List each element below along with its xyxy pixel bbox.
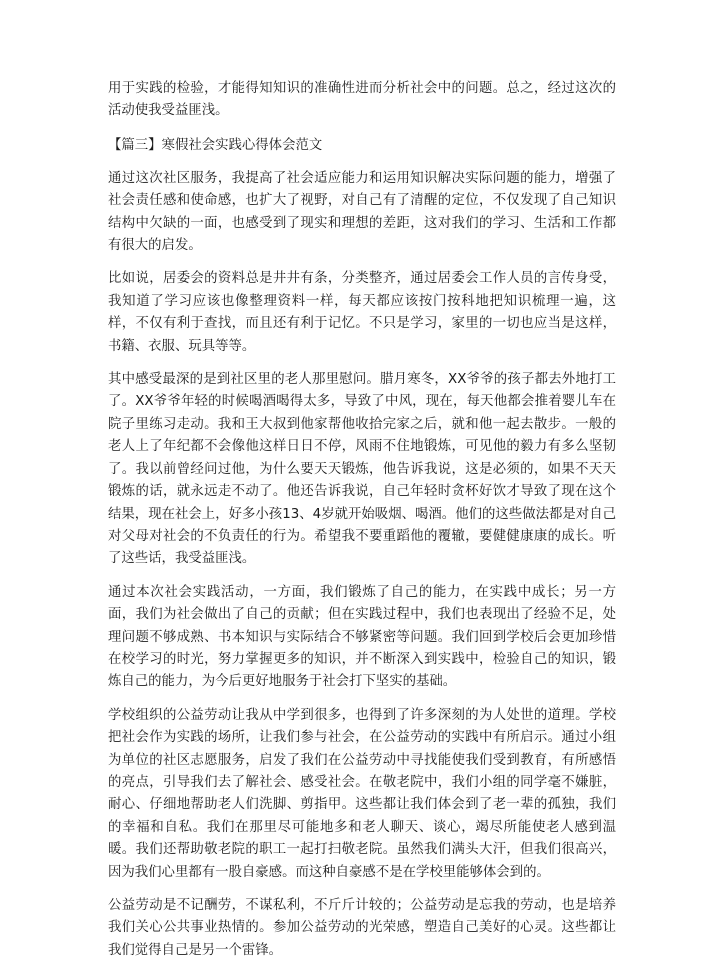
section-heading: 【篇三】寒假社会实践心得体会范文: [108, 137, 323, 153]
body-paragraph-3: 其中感受最深的是到社区里的老人那里慰问。腊月寒冬，XX爷爷的孩子都去外地打工了。XX爷爷年轻的时候喝酒喝得太多，导致了中风，现在，每天他都会推着婴儿车在院子里练习走动。我和王大叔到他家帮他收拾完家之后，就和他一起去散步。一般的老人上了年纪都不会像他这样日日不停，风雨不住地锻炼，可见他的毅力有多么坚韧了。我以前曾经问过他，为什么要天天锻炼，他告诉我说，这是必须的，如果不天天锻炼的话，就永远走不动了。他还告诉我说，自己年轻时贪杯好饮才导致了现在这个结果，现在社会上，好多小孩13、4岁就开始吸烟、喝酒。他们的这些做法都是对自己对父母对社会的不负责任的行为。希望我不要重蹈他的覆辙，要健健康康的成长。听了这些话，我受益匪浅。: [108, 372, 616, 567]
document-page: [108, 78, 616, 962]
body-paragraph-2: 比如说，居委会的资料总是井井有条，分类整齐，通过居委会工作人员的言传身受，我知道了学习应该也像整理资料一样，每天都应该按门按科地把知识梳理一遍，这样，不仅有利于查找，而且还有利于记忆。不只是学习，家里的一切也应当是这样，书籍、衣服、玩具等等。: [108, 271, 616, 354]
body-paragraph-5: 学校组织的公益劳动让我从中学到很多，也得到了许多深刻的为人处世的道理。学校把社会作为实践的场所，让我们参与社会，在公益劳动的实践中有所启示。通过小组为单位的社区志愿服务，启发了我们在公益劳动中寻找能使我们受到教育，有所感悟的亮点，引导我们去了解社会、感受社会。在敬老院中，我们小组的同学毫不嫌脏，耐心、仔细地帮助老人们洗脚、剪指甲。这些都让我们体会到了老一辈的孤独，我们的幸福和自私。我们在那里尽可能地多和老人聊天、谈心，竭尽所能使老人感到温暖。我们还帮助敬老院的职工一起打扫敬老院。虽然我们满头大汗，但我们很高兴，因为我们心里都有一股自豪感。而这种自豪感不是在学校里能够体会到的。: [108, 707, 616, 880]
body-paragraph-6: 公益劳动是不记酬劳，不谋私利，不斤斤计较的；公益劳动是忘我的劳动，也是培养我们关心公共事业热情的。参加公益劳动的光荣感，塑造自己美好的心灵。这些都让我们觉得自己是另一个雷锋。: [108, 898, 616, 958]
body-paragraph-4: 通过本次社会实践活动，一方面，我们锻炼了自己的能力，在实践中成长；另一方面，我们为社会做出了自己的贡献；但在实践过程中，我们也表现出了经验不足，处理问题不够成熟、书本知识与实际结合不够紧密等问题。我们回到学校后会更加珍惜在校学习的时光，努力掌握更多的知识，并不断深入到实践中，检验自己的知识，锻炼自己的能力，为今后更好地服务于社会打下坚实的基础。: [108, 584, 616, 690]
body-paragraph-1: 通过这次社区服务，我提高了社会适应能力和运用知识解决实际问题的能力，增强了社会责任感和使命感，也扩大了视野，对自己有了清醒的定位，不仅发现了自己知识结构中欠缺的一面，也感受到了现实和理想的差距，这对我们的学习、生活和工作都有很大的启发。: [108, 170, 616, 254]
intro-paragraph: 用于实践的检验，才能得知知识的准确性进而分析社会中的问题。总之，经过这次的活动使我受益匪浅。: [108, 81, 616, 119]
